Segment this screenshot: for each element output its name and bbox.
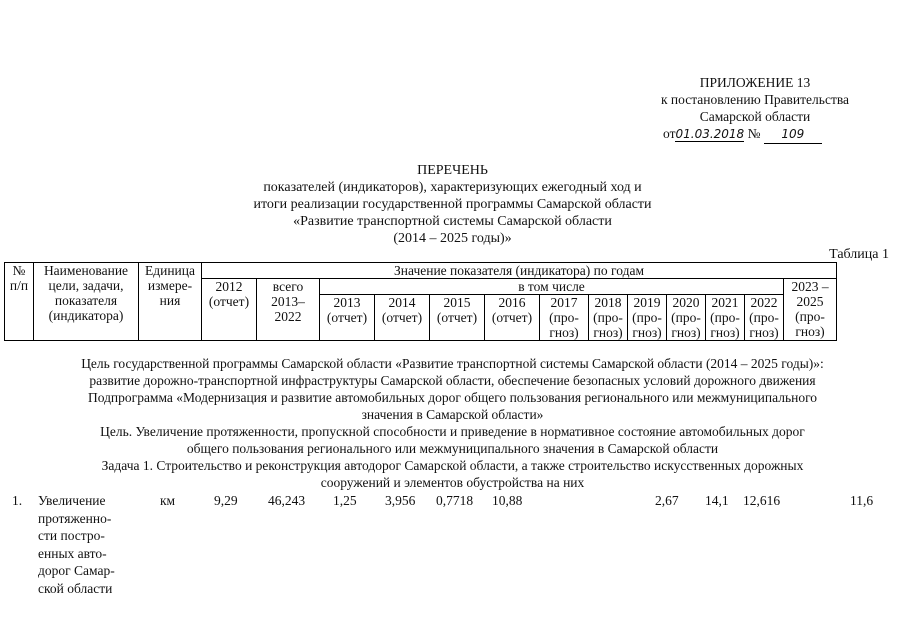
title-line: (2014 – 2025 годы)» [393, 231, 512, 246]
value-2023-2025: 11,6 [850, 493, 874, 508]
goal-block [0, 355, 905, 491]
date-value: 01.03.2018 [675, 127, 745, 141]
unit-header: Единица измере- ния [139, 263, 202, 341]
name-header: Наименование цели, задачи, показателя (индикатора) [34, 263, 139, 341]
value-2019: 2,67 [655, 493, 679, 508]
indicator-table-header [4, 262, 837, 341]
appendix-line: к постановлению Правительства [660, 92, 850, 107]
year-2014-header: 2014 (отчет) [375, 295, 430, 341]
year-2020-header: 2020 (про- гноз) [667, 295, 706, 341]
table-label: Таблица 1 [829, 247, 889, 262]
value-2021: 12,616 [743, 493, 781, 508]
year-2021-header: 2021 (про- гноз) [706, 295, 745, 341]
year-2012-header: 2012 (отчет) [202, 279, 257, 341]
row-name: Увеличение протяженно- сти постро- енных авто- дорог Самар- ской области [38, 493, 115, 596]
num-header: № п/п [5, 263, 34, 341]
year-2015-header: 2015 (отчет) [430, 295, 485, 341]
subgoal-line: Цель. Увеличение протяженности, пропускной способности и приведение в нормативное состояние автомобильных дорог [100, 424, 805, 439]
task-line: сооружений и элементов обустройства на них [320, 475, 585, 490]
goal-line: Цель государственной программы Самарской области «Развитие транспортной системы Самарской области (2014 – 2025 годы)»: [81, 356, 824, 371]
year-2018-header: 2018 (про- гноз) [589, 295, 628, 341]
number-value: 109 [764, 126, 822, 144]
title-line: показателей (индикаторов), характеризующих ежегодный ход и [263, 180, 642, 195]
table-row [0, 492, 905, 602]
incl-header: в том числе [320, 279, 784, 295]
total-header: всего 2013– 2022 [257, 279, 320, 341]
subprogram-line: значения в Самарской области» [361, 407, 544, 422]
value-2015: 0,7718 [436, 493, 474, 508]
year-2022-header: 2022 (про- гноз) [745, 295, 784, 341]
title-line: «Развитие транспортной системы Самарской области [293, 214, 612, 229]
year-2017-header: 2017 (про- гноз) [540, 295, 589, 341]
appendix-line: Самарской области [699, 109, 811, 124]
value-2013: 1,25 [333, 493, 357, 508]
row-unit: км [160, 493, 176, 508]
value-total: 46,243 [268, 493, 306, 508]
row-number: 1. [12, 493, 23, 508]
appendix-date-line [635, 125, 875, 144]
subprogram-line: Подпрограмма «Модернизация и развитие автомобильных дорог общего пользования регионального или межмуниципального [87, 390, 818, 405]
subgoal-line: общего пользования регионального или межмуниципального значения в Самарской области [186, 441, 719, 456]
title-heading: ПЕРЕЧЕНЬ [417, 163, 488, 178]
document-title [0, 162, 905, 247]
values-title: Значение показателя (индикатора) по годам [202, 263, 837, 279]
task-line: Задача 1. Строительство и реконструкция автодорог Самарской области, а также строительство искусственных дорожных [101, 458, 804, 473]
year-2016-header: 2016 (отчет) [485, 295, 540, 341]
year-2023-2025-header: 2023 – 2025 (про- гноз) [784, 279, 837, 341]
year-2019-header: 2019 (про- гноз) [628, 295, 667, 341]
title-line: итоги реализации государственной программы Самарской области [253, 197, 652, 212]
number-prefix: № [747, 126, 761, 141]
value-2012: 9,29 [214, 493, 238, 508]
year-2013-header: 2013 (отчет) [320, 295, 375, 341]
value-2016: 10,88 [492, 493, 523, 508]
appendix-title: ПРИЛОЖЕНИЕ 13 [699, 75, 811, 90]
goal-line: развитие дорожно-транспортной инфраструктуры Самарской области, обеспечение безопасных условий дорожного движения [89, 373, 816, 388]
value-2020: 14,1 [705, 493, 729, 508]
date-prefix: от [663, 126, 676, 141]
value-2014: 3,956 [385, 493, 416, 508]
appendix-block [635, 74, 875, 144]
